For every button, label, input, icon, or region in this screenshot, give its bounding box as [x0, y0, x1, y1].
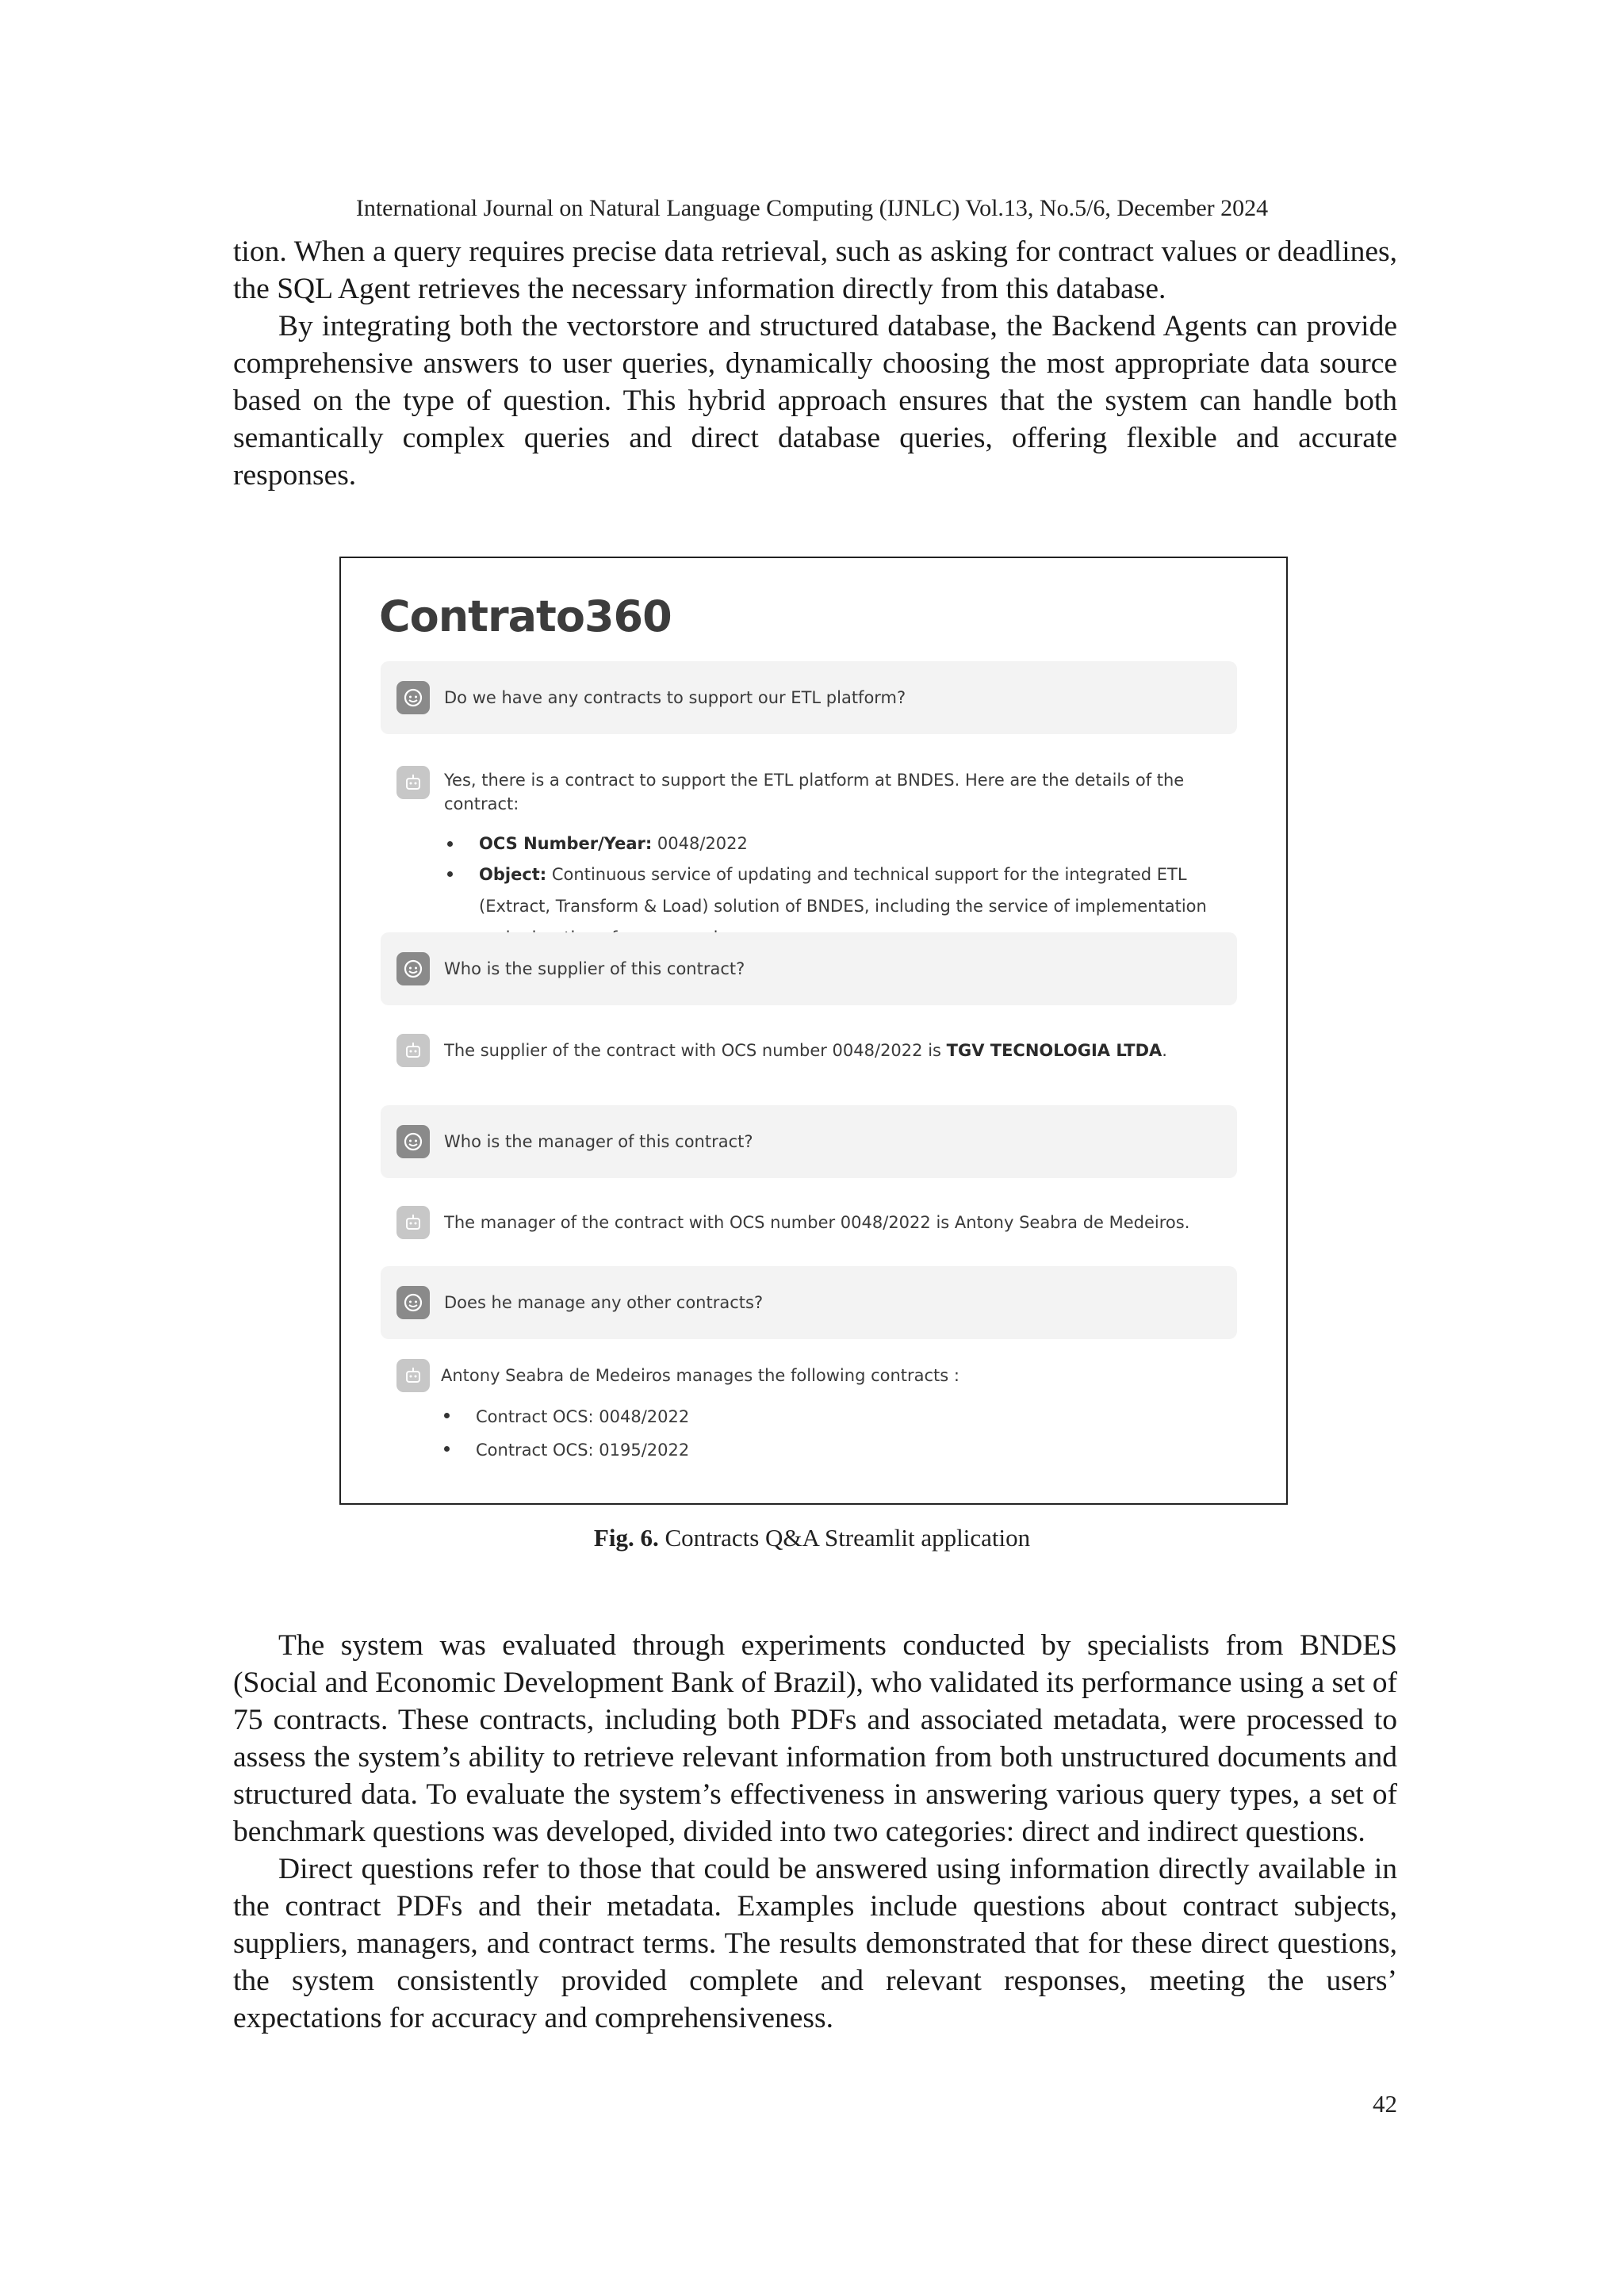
message-text: Do we have any contracts to support our ETL platform?: [444, 688, 906, 707]
chat-message-user: [381, 661, 1237, 734]
message-text: Who is the supplier of this contract?: [444, 959, 745, 978]
message-text: The manager of the contract with OCS number 0048/2022 is Antony Seabra de Medeiros.: [444, 1213, 1190, 1232]
message-intro: Yes, there is a contract to support the ETL platform at BNDES. Here are the details of the contract:: [444, 771, 1185, 813]
chat-message-assistant: [381, 1349, 1237, 1484]
item-label: OCS Number/Year:: [479, 834, 653, 853]
message-text: Who is the manager of this contract?: [444, 1132, 753, 1151]
robot-icon: [396, 1206, 430, 1239]
message-text: [444, 768, 1221, 954]
chat-message-user: [381, 1266, 1237, 1339]
robot-icon: [396, 1359, 430, 1392]
robot-icon: [396, 766, 430, 799]
user-face-icon: [396, 681, 430, 714]
paragraph: By integrating both the vectorstore and structured database, the Backend Agents can provide comprehensive answers to user queries, dynamically choosing the most appropriate data source based on the type of question. This hybrid approach ensures that the system can handle both semantically complex queries and direct database queries, offering flexible and accurate responses.: [233, 310, 1397, 492]
app-title: Contrato360: [379, 591, 672, 641]
item-value: 0048/2022: [652, 834, 748, 853]
body-text-top: [233, 233, 1397, 494]
message-text: [441, 1364, 1221, 1467]
message-text-part: .: [1162, 1041, 1167, 1060]
item-label: Object:: [479, 865, 547, 884]
user-face-icon: [396, 1125, 430, 1158]
robot-icon: [396, 1034, 430, 1067]
paragraph: tion. When a query requires precise data retrieval, such as asking for contract values or deadlines, the SQL Agent retrieves the necessary information directly from this database.: [233, 235, 1397, 305]
body-text-bottom: [233, 1627, 1397, 2037]
chat-message-user: [381, 1105, 1237, 1178]
page-number: 42: [1373, 2090, 1397, 2118]
message-text: Does he manage any other contracts?: [444, 1293, 764, 1312]
chat-message-assistant: [381, 1188, 1237, 1260]
message-intro: Antony Seabra de Medeiros manages the following contracts :: [441, 1366, 959, 1385]
chat-message-assistant: [381, 748, 1237, 947]
user-face-icon: [396, 1286, 430, 1319]
contracts-list: [441, 1400, 1221, 1467]
running-header: International Journal on Natural Language Computing (IJNLC) Vol.13, No.5/6, December 2024: [355, 195, 1269, 221]
list-item: [444, 828, 1221, 859]
user-face-icon: [396, 952, 430, 985]
supplier-name: TGV TECNOLOGIA LTDA: [946, 1041, 1162, 1060]
item-value: Continuous service of updating and technical support for the integrated ETL (Extract, Transform & Load) solution of BNDES, including the service of implementation: [479, 865, 1207, 916]
paragraph: The system was evaluated through experiments conducted by specialists from BNDES (Social and Economic Development Bank of Brazil), who validated its performance using a set of 75 contracts. These contracts, including both PDFs and associated metadata, were processed to assess the system’s ability to retrieve relevant information from both unstructured documents and structured data. To evaluate the system’s effectiveness in answering various query types, a set of benchmark questions was developed, divided into two categories: direct and indirect questions.: [233, 1629, 1397, 1848]
paragraph: Direct questions refer to those that could be answered using information directly available in the contract PDFs and their metadata. Examples include questions about contract subjects, suppliers, managers, and contract terms. The results demonstrated that for these direct questions, the system consistently provided complete and relevant responses, meeting the users’ expectations for accuracy and comprehensiveness.: [233, 1853, 1397, 2034]
list-item: Contract OCS: 0195/2022: [441, 1433, 1221, 1467]
caption-text: Contracts Q&A Streamlit application: [658, 1524, 1031, 1552]
message-text: [444, 1039, 1221, 1062]
figure-caption: [0, 1524, 1624, 1552]
list-item: Contract OCS: 0048/2022: [441, 1400, 1221, 1433]
chat-message-assistant: [381, 1016, 1237, 1088]
chat-message-user: [381, 932, 1237, 1005]
figure-screenshot: [339, 557, 1288, 1505]
message-text-part: The supplier of the contract with OCS number 0048/2022 is: [444, 1041, 947, 1060]
caption-label: Fig. 6.: [593, 1524, 659, 1552]
